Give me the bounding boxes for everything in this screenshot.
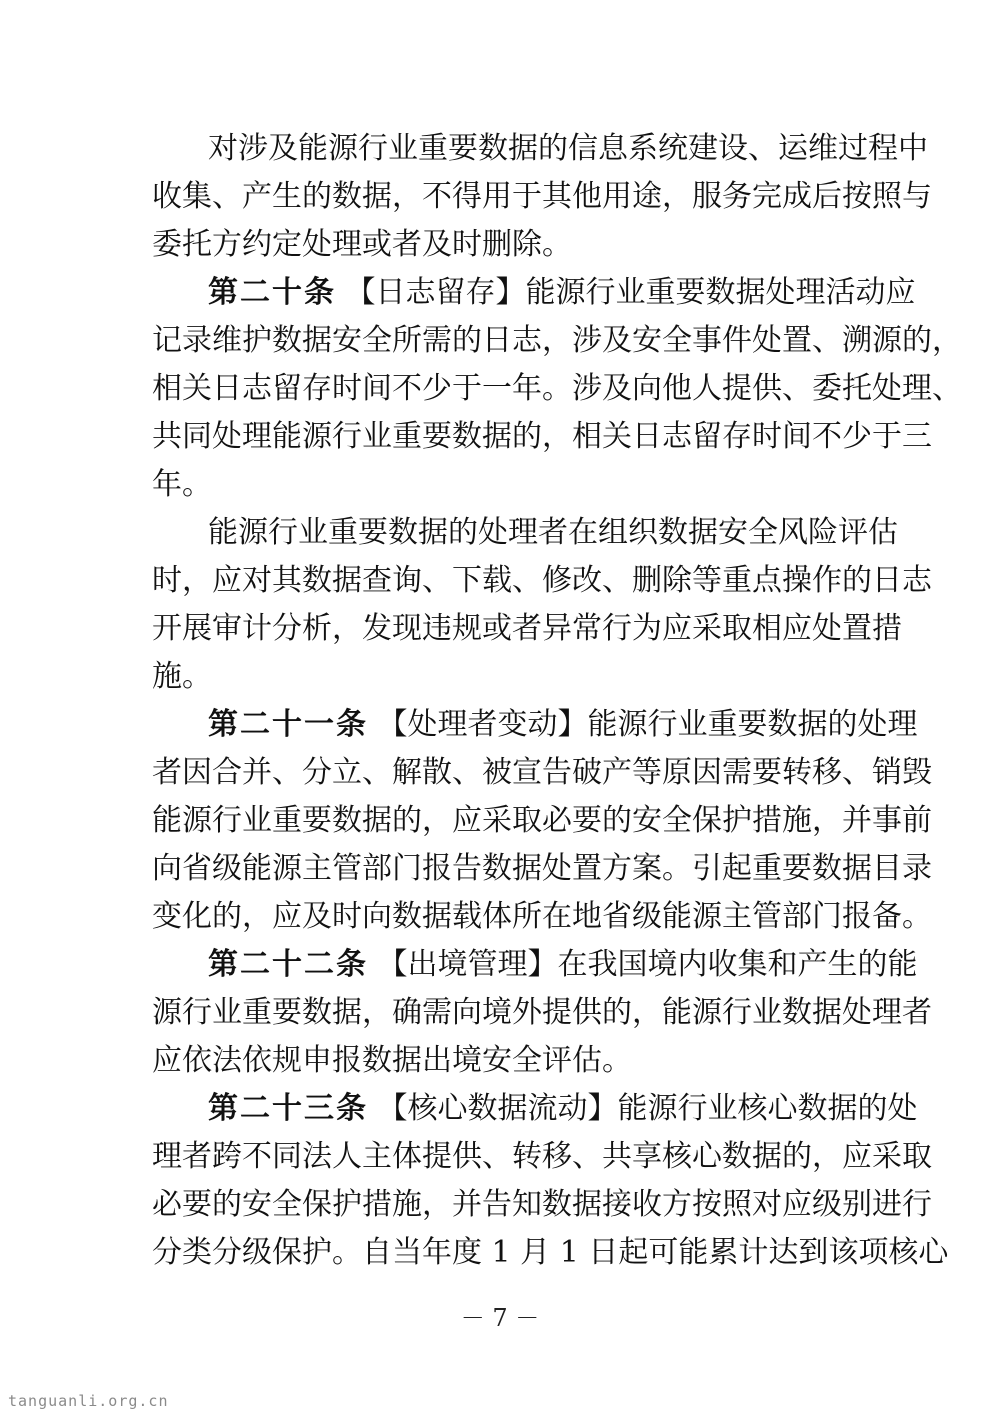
paragraph-line: 对涉及能源行业重要数据的信息系统建设、运维过程中 [208, 131, 928, 166]
article-number: 第二十一条 [208, 707, 368, 742]
paragraph-line: 能源行业重要数据的，应采取必要的安全保护措施，并事前 [152, 803, 932, 838]
article-number: 第二十条 [208, 275, 336, 310]
paragraph-line: 收集、产生的数据，不得用于其他用途，服务完成后按照与 [152, 179, 932, 214]
paragraph-line: 分类分级保护。自当年度 1 月 1 日起可能累计达到该项核心 [152, 1235, 949, 1270]
page-number: － 7 － [460, 1304, 540, 1332]
paragraph-line: 记录维护数据安全所需的日志，涉及安全事件处置、溯源的， [152, 323, 962, 358]
paragraph-line: 委托方约定处理或者及时删除。 [152, 227, 572, 262]
article-text: 【核心数据流动】能源行业核心数据的处 [368, 1091, 918, 1126]
article-number: 第二十二条 [208, 947, 368, 982]
article-heading-line [208, 945, 918, 985]
paragraph-line: 变化的，应及时向数据载体所在地省级能源主管部门报备。 [152, 899, 932, 934]
paragraph-line: 开展审计分析，发现违规或者异常行为应采取相应处置措 [152, 611, 902, 646]
article-text: 【日志留存】能源行业重要数据处理活动应 [336, 275, 916, 310]
paragraph-line: 共同处理能源行业重要数据的，相关日志留存时间不少于三 [152, 419, 932, 454]
paragraph-line: 理者跨不同法人主体提供、转移、共享核心数据的，应采取 [152, 1139, 932, 1174]
paragraph-line: 者因合并、分立、解散、被宣告破产等原因需要转移、销毁 [152, 755, 932, 790]
paragraph-line: 必要的安全保护措施，并告知数据接收方按照对应级别进行 [152, 1187, 932, 1222]
paragraph-line: 能源行业重要数据的处理者在组织数据安全风险评估 [208, 515, 898, 550]
paragraph-line: 相关日志留存时间不少于一年。涉及向他人提供、委托处理、 [152, 371, 962, 406]
article-number: 第二十三条 [208, 1091, 368, 1126]
paragraph-line: 应依法依规申报数据出境安全评估。 [152, 1043, 632, 1078]
article-heading-line [208, 273, 916, 313]
paragraph-line: 施。 [152, 659, 212, 694]
article-heading-line [208, 1089, 918, 1129]
article-heading-line [208, 705, 918, 745]
paragraph-line: 时，应对其数据查询、下载、修改、删除等重点操作的日志 [152, 563, 932, 598]
article-text: 【处理者变动】能源行业重要数据的处理 [368, 707, 918, 742]
paragraph-line: 年。 [152, 467, 212, 502]
paragraph-line: 向省级能源主管部门报告数据处置方案。引起重要数据目录 [152, 851, 932, 886]
watermark-text: tanguanli.org.cn [8, 1392, 169, 1410]
paragraph-line: 源行业重要数据，确需向境外提供的，能源行业数据处理者 [152, 995, 932, 1030]
article-text: 【出境管理】在我国境内收集和产生的能 [368, 947, 918, 982]
